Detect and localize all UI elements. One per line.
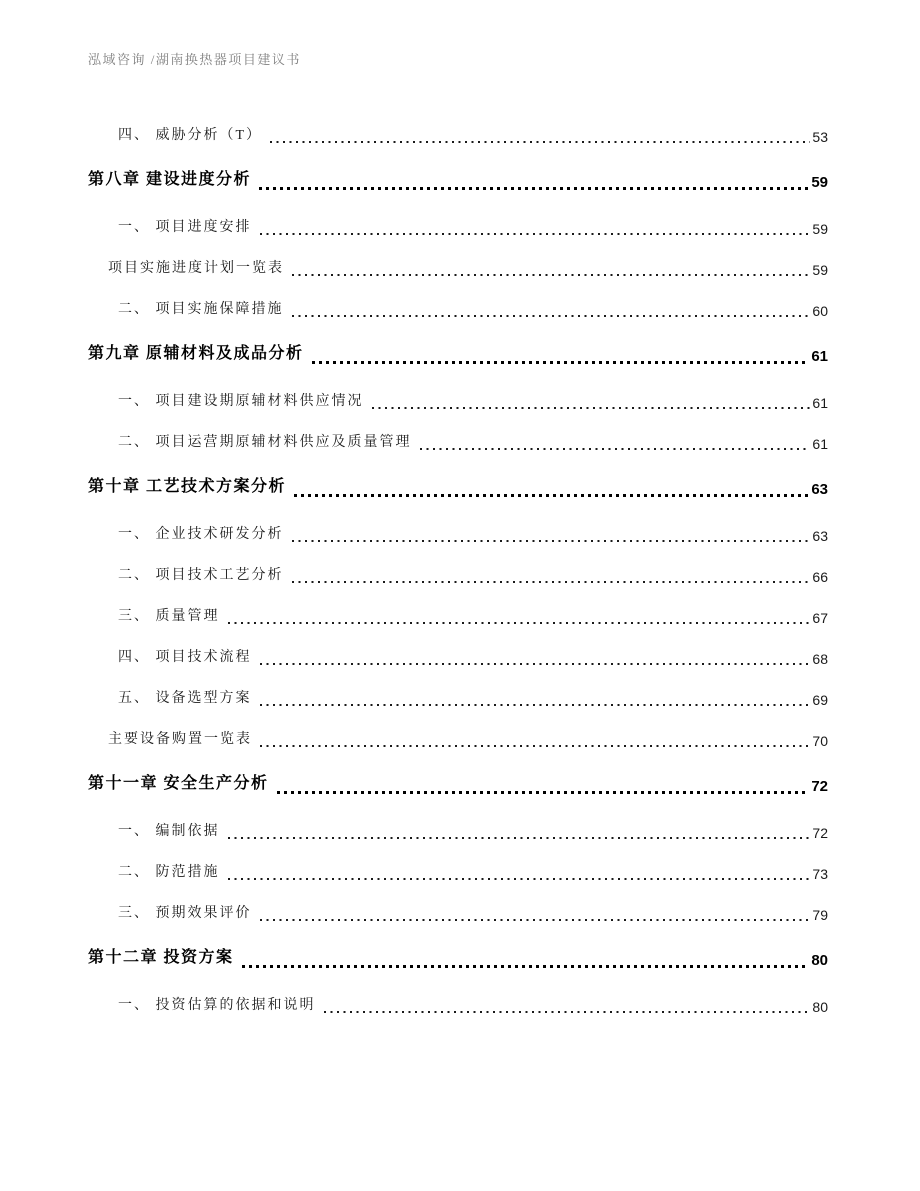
toc-entry-title: 五、 设备选型方案 — [118, 691, 252, 706]
toc-leader-dots — [228, 622, 811, 624]
toc-page-number: 59 — [812, 221, 828, 237]
toc-leader-dots — [292, 581, 811, 583]
toc-entry[interactable] — [88, 524, 828, 546]
toc-page-number: 72 — [811, 778, 828, 795]
toc-entry-title: 一、 企业技术研发分析 — [118, 527, 284, 542]
toc-leader-dots — [324, 1011, 811, 1013]
toc-page-number: 69 — [812, 692, 828, 708]
toc-entry[interactable] — [88, 125, 828, 147]
toc-entry-title: 二、 项目实施保障措施 — [118, 302, 284, 317]
toc-page-number: 53 — [812, 129, 828, 145]
toc-entry[interactable] — [88, 565, 828, 587]
toc-entry[interactable] — [88, 299, 828, 321]
toc-leader-dots — [312, 361, 810, 364]
toc-page-number: 80 — [811, 952, 828, 969]
toc-entry-title: 项目实施进度计划一览表 — [108, 261, 284, 276]
toc-entry[interactable] — [88, 432, 828, 454]
toc-leader-dots — [260, 663, 811, 665]
toc-entry-title: 一、 编制依据 — [118, 824, 220, 839]
toc-entry[interactable] — [88, 995, 828, 1017]
toc-entry-title: 四、 威胁分析（T） — [118, 128, 263, 143]
toc-page-number: 67 — [812, 610, 828, 626]
toc-leader-dots — [292, 540, 811, 542]
toc-entry-title: 四、 项目技术流程 — [118, 650, 252, 665]
toc-entry-title: 二、 项目技术工艺分析 — [118, 568, 284, 583]
toc-entry-title: 第八章 建设进度分析 — [88, 171, 252, 188]
toc-leader-dots — [228, 878, 811, 880]
toc-page-number: 72 — [812, 825, 828, 841]
toc-page-number: 61 — [812, 436, 828, 452]
toc-page-number: 68 — [812, 651, 828, 667]
toc-entry-title: 二、 项目运营期原辅材料供应及质量管理 — [118, 435, 412, 450]
toc-leader-dots — [292, 315, 811, 317]
toc-entry[interactable] — [88, 903, 828, 925]
toc-list — [88, 125, 828, 1017]
toc-entry-title: 第十二章 投资方案 — [88, 949, 234, 966]
toc-page-number: 60 — [812, 303, 828, 319]
toc-page-number: 70 — [812, 733, 828, 749]
toc-leader-dots — [270, 141, 810, 143]
toc-entry-title: 一、 项目进度安排 — [118, 220, 252, 235]
toc-leader-dots — [260, 233, 811, 235]
toc-entry[interactable] — [88, 647, 828, 669]
toc-entry[interactable] — [88, 688, 828, 710]
toc-page-number: 80 — [812, 999, 828, 1015]
toc-page-number: 79 — [812, 907, 828, 923]
toc-entry[interactable] — [88, 258, 828, 280]
toc-entry[interactable] — [88, 391, 828, 413]
toc-leader-dots — [259, 187, 809, 190]
toc-page-number: 59 — [812, 262, 828, 278]
toc-entry-title: 一、 项目建设期原辅材料供应情况 — [118, 394, 364, 409]
toc-leader-dots — [294, 494, 809, 497]
toc-entry-title: 三、 质量管理 — [118, 609, 220, 624]
toc-page-number: 61 — [811, 348, 828, 365]
toc-page-number: 61 — [812, 395, 828, 411]
toc-page-number: 63 — [812, 528, 828, 544]
toc-page-number: 63 — [811, 481, 828, 498]
toc-entry[interactable] — [88, 821, 828, 843]
toc-entry[interactable] — [88, 606, 828, 628]
toc-entry[interactable] — [88, 340, 828, 368]
toc-leader-dots — [260, 919, 811, 921]
toc-entry-title: 第十一章 安全生产分析 — [88, 775, 269, 792]
toc-entry-title: 第十章 工艺技术方案分析 — [88, 478, 287, 495]
toc-leader-dots — [420, 448, 811, 450]
toc-entry[interactable] — [88, 862, 828, 884]
toc-leader-dots — [228, 837, 811, 839]
toc-leader-dots — [292, 274, 810, 276]
toc-page-number: 59 — [811, 174, 828, 191]
toc-entry[interactable] — [88, 473, 828, 501]
toc-entry[interactable] — [88, 217, 828, 239]
toc-entry[interactable] — [88, 166, 828, 194]
document-header: 泓域咨询 /湖南换热器项目建议书 — [88, 52, 301, 67]
toc-entry-title: 第九章 原辅材料及成品分析 — [88, 345, 304, 362]
toc-leader-dots — [242, 965, 810, 968]
toc-leader-dots — [277, 791, 810, 794]
toc-entry-title: 一、 投资估算的依据和说明 — [118, 998, 316, 1013]
toc-entry[interactable] — [88, 729, 828, 751]
toc-entry[interactable] — [88, 770, 828, 798]
toc-page-number: 73 — [812, 866, 828, 882]
toc-entry[interactable] — [88, 944, 828, 972]
toc-entry-title: 三、 预期效果评价 — [118, 906, 252, 921]
toc-entry-title: 主要设备购置一览表 — [108, 732, 252, 747]
toc-entry-title: 二、 防范措施 — [118, 865, 220, 880]
toc-page-number: 66 — [812, 569, 828, 585]
toc-leader-dots — [372, 407, 811, 409]
toc-leader-dots — [260, 704, 811, 706]
toc-leader-dots — [260, 745, 810, 747]
